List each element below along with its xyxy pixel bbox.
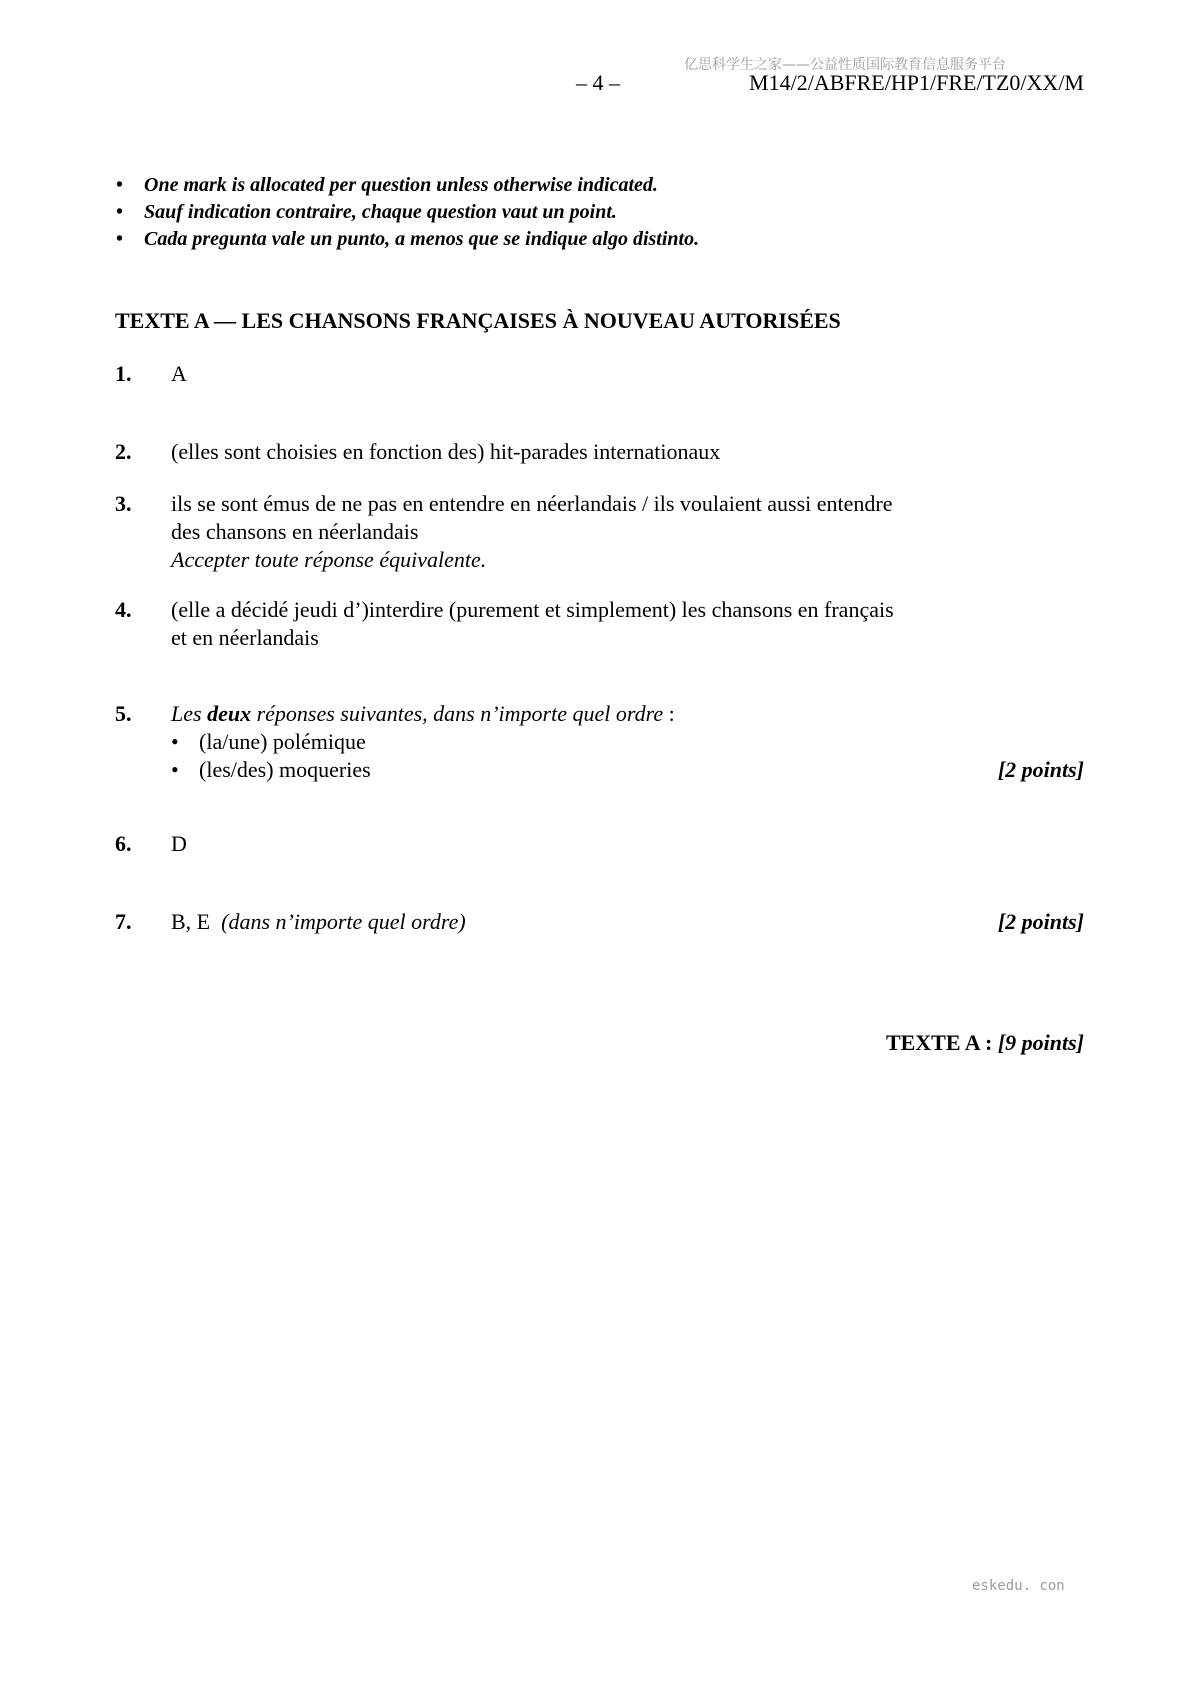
answer-line: (elle a décidé jeudi d’)interdire (purement et simplement) les chansons en français xyxy=(171,597,894,622)
points-badge: [2 points] xyxy=(997,757,1084,782)
question-4 xyxy=(115,596,1084,652)
rule-item: • One mark is allocated per question unless otherwise indicated. xyxy=(112,172,699,199)
question-number: 4. xyxy=(115,597,132,622)
answer-body xyxy=(171,908,1084,936)
emphasis-word: deux xyxy=(207,701,252,726)
document-reference: M14/2/ABFRE/HP1/FRE/TZ0/XX/M xyxy=(749,70,1084,95)
question-number: 3. xyxy=(115,491,132,516)
answer-text: (elles sont choisies en fonction des) hit-parades internationaux xyxy=(171,439,721,464)
rule-item: • Cada pregunta vale un punto, a menos que se indique algo distinto. xyxy=(112,226,699,253)
marking-note: Accepter toute réponse équivalente. xyxy=(171,547,487,572)
rule-item: • Sauf indication contraire, chaque question vaut un point. xyxy=(112,199,699,226)
bullet-icon: • xyxy=(171,729,179,754)
question-number: 5. xyxy=(115,701,132,726)
question-7 xyxy=(115,908,1084,936)
question-5 xyxy=(115,700,1084,784)
answer-body xyxy=(171,596,1084,652)
question-3 xyxy=(115,490,1084,574)
points-badge: [2 points] xyxy=(997,909,1084,934)
question-6 xyxy=(115,830,1084,858)
question-2 xyxy=(115,438,1084,466)
watermark-top: 亿思科学生之家——公益性质国际教育信息服务平台 xyxy=(684,57,1006,73)
answer-text: D xyxy=(171,831,187,856)
answer-intro: Les deux réponses suivantes, dans n’importe quel ordre : xyxy=(171,701,675,726)
answer-text: B, E xyxy=(171,909,211,934)
question-1 xyxy=(115,360,1084,388)
bullet-icon: • xyxy=(116,201,124,223)
answer-line: des chansons en néerlandais xyxy=(171,519,419,544)
section-total xyxy=(886,1030,1084,1056)
page-number: – 4 – xyxy=(576,70,620,95)
answer-body xyxy=(171,490,1084,574)
question-number: 7. xyxy=(115,909,132,934)
question-number: 2. xyxy=(115,439,132,464)
bullet-icon: • xyxy=(116,174,124,196)
total-label: TEXTE A : xyxy=(885,1030,993,1055)
question-number: 1. xyxy=(115,361,132,386)
marking-note: (dans n’importe quel ordre) xyxy=(221,909,466,934)
question-number: 6. xyxy=(115,831,132,856)
answer-item: • (les/des) moqueries xyxy=(171,757,371,782)
total-points: [9 points] xyxy=(997,1030,1084,1055)
answer-line: et en néerlandais xyxy=(171,625,319,650)
bullet-icon: • xyxy=(116,228,124,250)
marking-rules xyxy=(112,172,699,253)
bullet-icon: • xyxy=(171,757,179,782)
answer-body xyxy=(171,700,1084,784)
answer-item: • (la/une) polémique xyxy=(171,729,366,754)
answer-text: A xyxy=(171,361,187,386)
watermark-bottom: eskedu. con xyxy=(972,1578,1065,1594)
answer-line: ils se sont émus de ne pas en entendre en néerlandais / ils voulaient aussi entendre xyxy=(171,491,893,516)
section-title: TEXTE A — LES CHANSONS FRANÇAISES À NOUVEAU AUTORISÉES xyxy=(115,308,841,333)
